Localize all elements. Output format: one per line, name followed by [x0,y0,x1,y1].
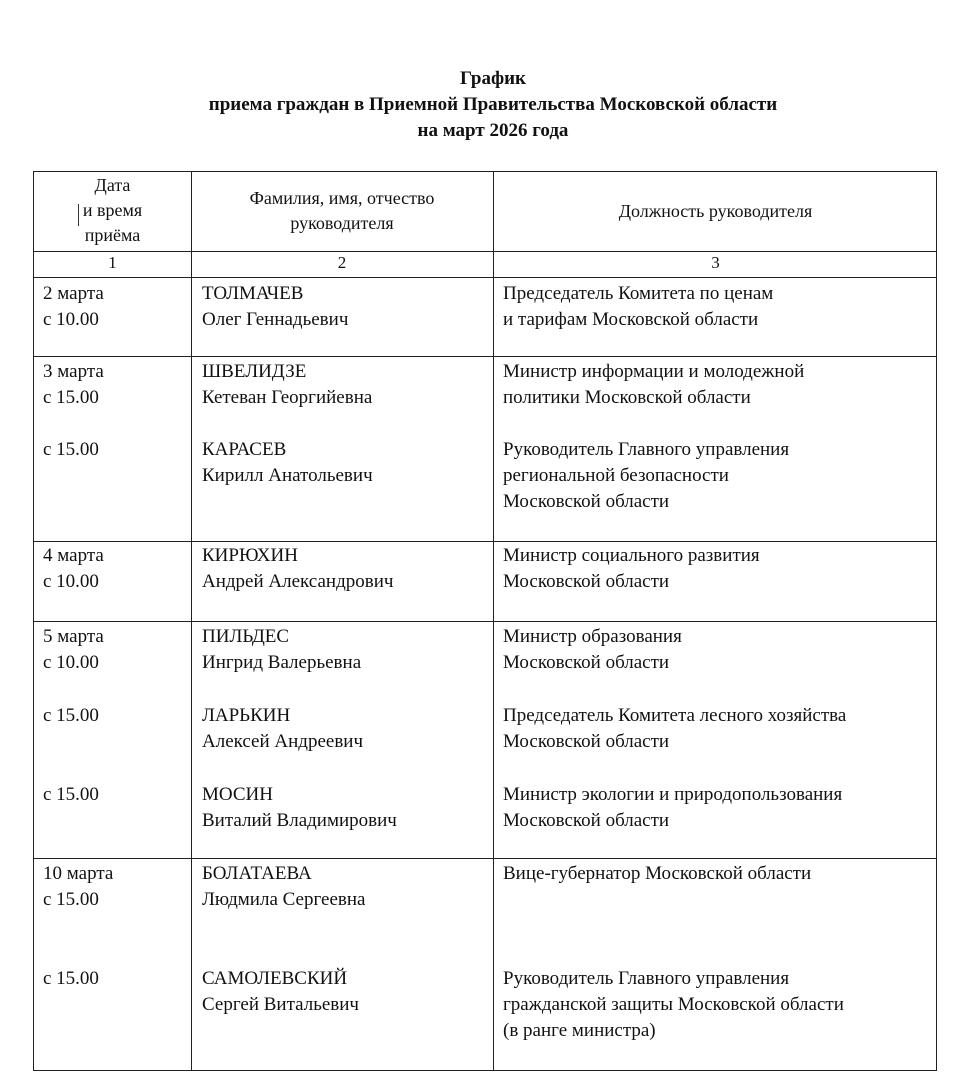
row-surname: МОСИН [202,784,273,805]
row-position-line: гражданской защиты Московской области [503,994,844,1015]
row-divider [34,251,936,252]
row-surname: БОЛАТАЕВА [202,863,312,884]
row-given-name: Олег Геннадьевич [202,309,349,330]
row-datetime [43,437,99,463]
row-surname: КАРАСЕВ [202,439,287,460]
row-divider [34,541,936,542]
header-date-line: Дата [94,175,131,195]
row-surname: ШВЕЛИДЗЕ [202,361,307,382]
header-name-line: Фамилия, имя, отчество [249,188,435,208]
row-position-line: Председатель Комитета по ценам [503,283,774,304]
row-person [202,359,372,411]
row-date: 5 марта [43,626,104,647]
document-title [0,66,960,144]
row-position-line: Министр экологии и природопользования [503,784,843,805]
row-person [202,703,363,755]
row-surname: ЛАРЬКИН [202,705,291,726]
title-line-1: График [460,68,526,89]
row-position-line: Московской области [503,810,670,831]
row-datetime [43,281,104,333]
row-position-line: Министр социального развития [503,545,760,566]
header-date-line: приёма [84,225,141,245]
row-person [202,281,348,333]
row-time: с 10.00 [43,571,99,592]
row-datetime [43,543,104,595]
header-name-line: руководителя [290,213,394,233]
row-date: 2 марта [43,283,104,304]
column-number-1: 1 [108,253,117,272]
row-surname: ТОЛМАЧЕВ [202,283,304,304]
row-datetime [43,966,99,992]
row-position-line: Московской области [503,731,670,752]
header-full-name [191,186,493,236]
row-position [503,281,773,333]
row-time: с 15.00 [43,439,99,460]
title-line-2: приема граждан в Приемной Правительства Московской области [208,94,778,115]
row-divider [34,858,936,859]
row-given-name: Сергей Витальевич [202,994,359,1015]
row-given-name: Кирилл Анатольевич [202,465,373,486]
schedule-table [33,171,937,1071]
row-divider [34,356,936,357]
row-time: с 15.00 [43,968,99,989]
row-position-line: Московской области [503,652,670,673]
row-position-line: Вице-губернатор Московской области [503,863,812,884]
row-position-line: Министр информации и молодежной [503,361,805,382]
row-date: 3 марта [43,361,104,382]
row-position-line: и тарифам Московской области [503,309,759,330]
row-position [503,966,844,1044]
row-date: 10 марта [43,863,114,884]
row-position-line: (в ранге министра) [503,1020,656,1041]
row-position-line: региональной безопасности [503,465,729,486]
row-person [202,782,397,834]
row-datetime [43,703,99,729]
row-surname: ПИЛЬДЕС [202,626,290,647]
row-position-line: политики Московской области [503,387,751,408]
row-time: с 15.00 [43,387,99,408]
row-person [202,861,365,913]
row-person [202,543,393,595]
row-position [503,861,811,887]
row-position [503,543,760,595]
header-date-time [34,173,191,248]
row-given-name: Алексей Андреевич [202,731,364,752]
row-divider [34,621,936,622]
row-datetime [43,782,99,808]
row-time: с 10.00 [43,652,99,673]
row-position [503,624,682,676]
header-date-line: и время [82,200,143,220]
row-given-name: Людмила Сергеевна [202,889,366,910]
row-position-line: Председатель Комитета лесного хозяйства [503,705,847,726]
column-number-2: 2 [337,253,347,272]
row-position [503,359,804,411]
row-position [503,437,789,515]
row-datetime [43,861,113,913]
column-number-3: 3 [711,253,720,272]
row-position-line: Руководитель Главного управления [503,968,790,989]
row-surname: САМОЛЕВСКИЙ [202,968,348,989]
row-position-line: Руководитель Главного управления [503,439,790,460]
row-time: с 15.00 [43,784,99,805]
row-position-line: Московской области [503,491,670,512]
row-date: 4 марта [43,545,104,566]
row-person [202,966,359,1018]
row-datetime [43,359,104,411]
row-person [202,437,373,489]
row-time: с 10.00 [43,309,99,330]
row-divider [34,277,936,278]
row-given-name: Ингрид Валерьевна [202,652,362,673]
text-cursor [78,204,79,226]
row-datetime [43,624,104,676]
row-surname: КИРЮХИН [202,545,298,566]
row-time: с 15.00 [43,889,99,910]
row-time: с 15.00 [43,705,99,726]
row-position-line: Министр образования [503,626,682,647]
row-given-name: Кетеван Георгийевна [202,387,373,408]
title-line-3: на март 2026 года [417,120,569,141]
row-given-name: Виталий Владимирович [202,810,397,831]
header-position: Должность руководителя [618,201,813,221]
row-position [503,703,846,755]
row-person [202,624,361,676]
row-position [503,782,842,834]
row-given-name: Андрей Александрович [202,571,394,592]
row-position-line: Московской области [503,571,670,592]
